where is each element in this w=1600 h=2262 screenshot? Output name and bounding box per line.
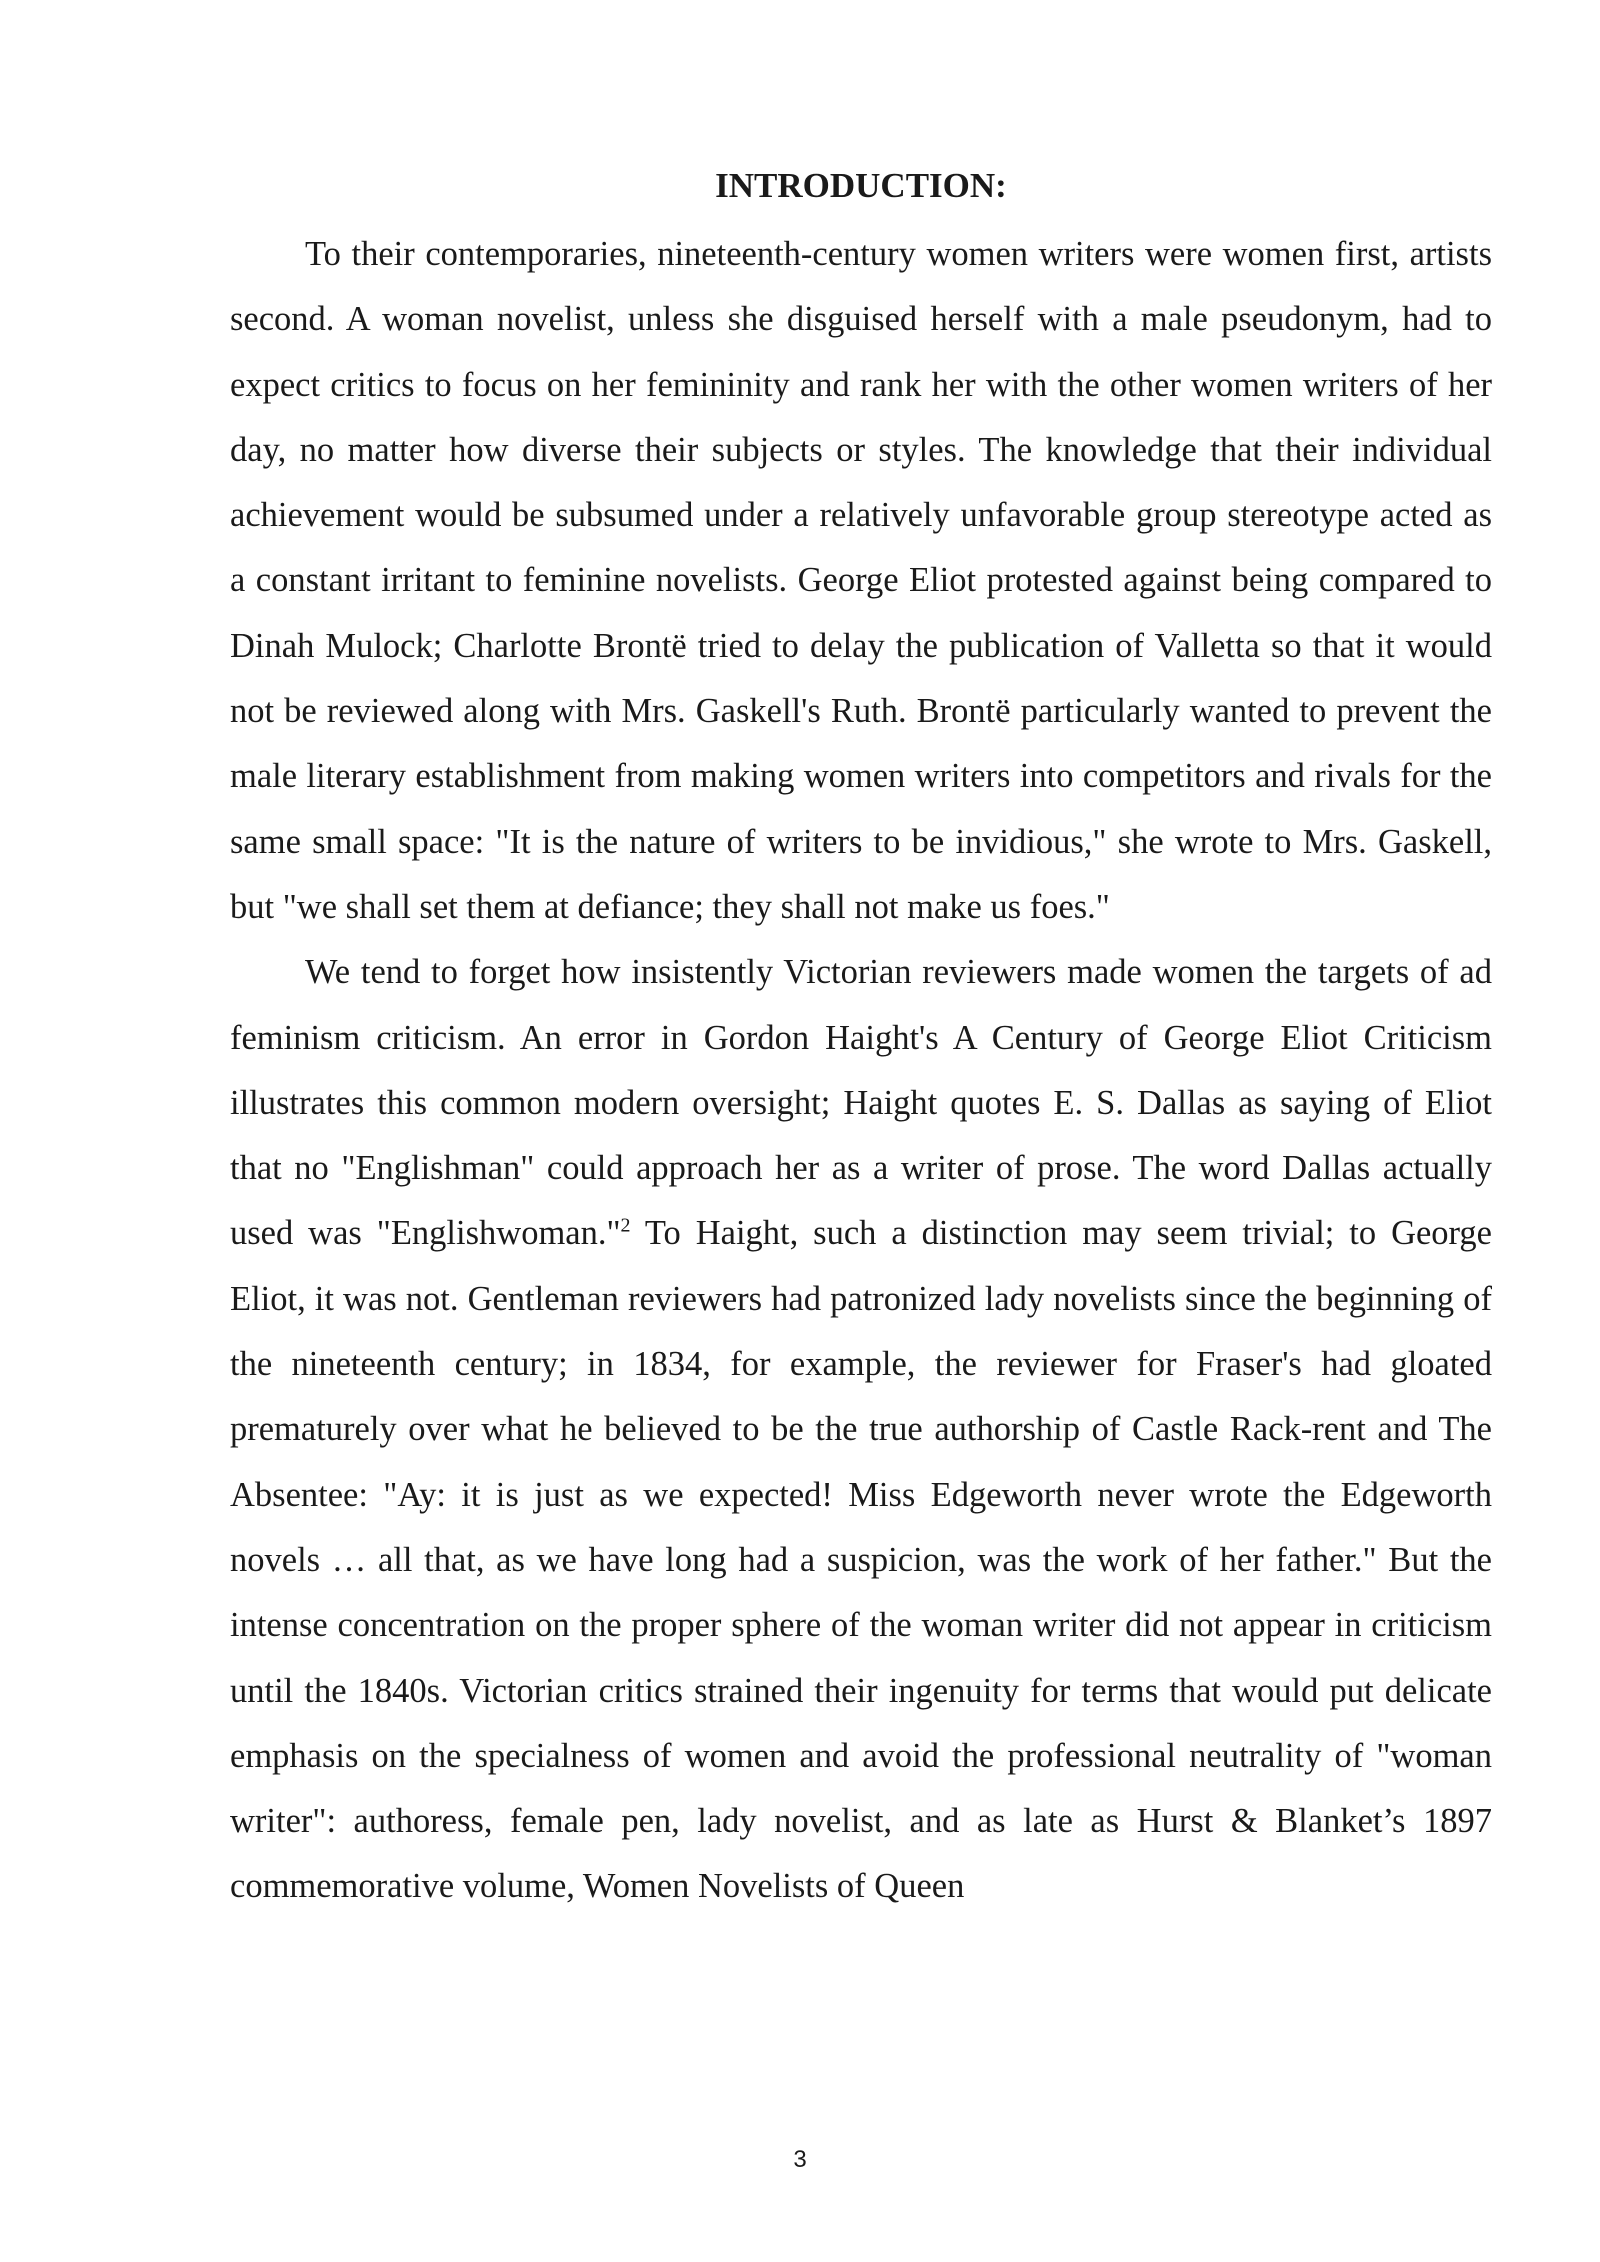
body-text [230,222,1492,1920]
paragraph-1: To their contemporaries, nineteenth-century women writers were women first, artists second. A woman novelist, unless she disguised herself with a male pseudonym, had to expect critics to focus on her femininity and rank her with the other women writers of her day, no matter how diverse their subjects or styles. The knowledge that their individual achievement would be subsumed under a relatively unfavorable group stereotype acted as a constant irritant to feminine novelists. George Eliot protested against being compared to Dinah Mulock; Charlotte Brontë tried to delay the publication of Valletta so that it would not be reviewed along with Mrs. Gaskell's Ruth. Brontë particularly wanted to prevent the male literary establishment from making women writers into competitors and rivals for the same small space: "It is the nature of writers to be invidious," she wrote to Mrs. Gaskell, but "we shall set them at defiance; they shall not make us foes." [230,235,1492,926]
paragraph-2-text-b: To Haight, such a distinction may seem trivial; to George Eliot, it was not. Gentleman reviewers had patronized lady novelists since the beginning of the nineteenth century; in 1834, for example, the reviewer for Fraser's had gloated prematurely over what he believed to be the true authorship of Castle Rack-rent and The Absentee: "Ay: it is just as we expected! Miss Edgeworth never wrote the Edgeworth novels … all that, as we have long had a suspicion, was the work of her father." But the intense concentration on the proper sphere of the woman writer did not appear in criticism until the 1840s. Victorian critics strained their ingenuity for terms that would put delicate emphasis on the specialness of women and avoid the professional neutrality of "woman writer": authoress, female pen, lady novelist, and as late as Hurst & Blanket’s 1897 commemorative volume, Women Novelists of Queen [230,1214,1492,1906]
page-number: 3 [793,2146,807,2173]
paragraph-2-text-a: We tend to forget how insistently Victorian reviewers made women the targets of ad feminism criticism. An error in Gordon Haight's A Century of George Eliot Criticism illustrates this common modern oversight; Haight quotes E. S. Dallas as saying of Eliot that no "Englishman" could approach her as a writer of prose. The word Dallas actually used was "Englishwoman." [230,953,1492,1253]
section-heading: INTRODUCTION: [715,166,1007,205]
footnote-reference: 2 [620,1214,631,1237]
paragraph-2 [230,940,1492,1919]
